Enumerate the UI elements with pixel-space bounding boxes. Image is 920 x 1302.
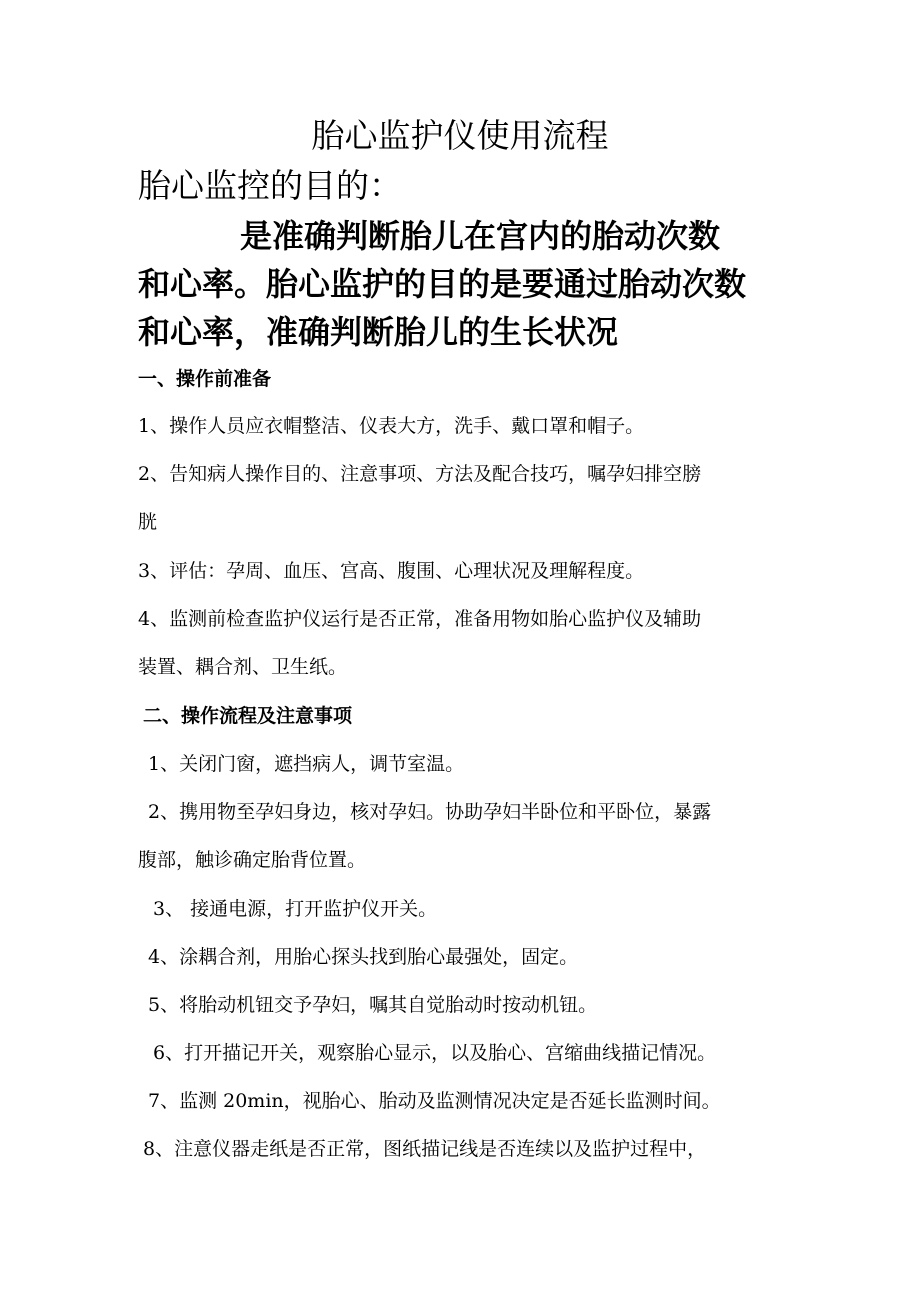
list-item: 6、打开描记开关，观察胎心显示，以及胎心、宫缩曲线描记情况。	[153, 1042, 717, 1064]
list-item: 4、监测前检查监护仪运行是否正常，准备用物如胎心监护仪及辅助	[138, 608, 702, 630]
purpose-line: 和心率。胎心监护的目的是要通过胎动次数	[138, 265, 747, 303]
list-item: 3、 接通电源，打开监护仪开关。	[153, 898, 438, 920]
list-item-continuation: 胱	[138, 511, 158, 533]
list-item: 1、关闭门窗，遮挡病人，调节室温。	[148, 753, 465, 775]
section-heading-procedure: 二、操作流程及注意事项	[143, 705, 353, 727]
purpose-line: 是准确判断胎儿在宫内的胎动次数	[240, 217, 721, 255]
section-heading-preparation: 一、操作前准备	[138, 368, 272, 390]
list-item-continuation: 装置、耦合剂、卫生纸。	[138, 656, 348, 678]
list-item: 8、注意仪器走纸是否正常，图纸描记线是否连续以及监护过程中，	[143, 1138, 707, 1160]
document-title: 胎心监护仪使用流程	[311, 116, 609, 155]
list-item-continuation: 腹部，触诊确定胎背位置。	[138, 849, 367, 871]
list-item: 3、评估：孕周、血压、宫高、腹围、心理状况及理解程度。	[138, 560, 645, 582]
list-item: 1、操作人员应衣帽整洁、仪表大方，洗手、戴口罩和帽子。	[138, 415, 645, 437]
purpose-line: 和心率，准确判断胎儿的生长状况	[138, 313, 619, 351]
purpose-heading: 胎心监控的目的：	[138, 166, 402, 205]
list-item: 2、告知病人操作目的、注意事项、方法及配合技巧，嘱孕妇排空膀	[138, 463, 702, 485]
list-item: 7、监测 20min，视胎心、胎动及监测情况决定是否延长监测时间。	[148, 1090, 721, 1112]
list-item: 4、涂耦合剂，用胎心探头找到胎心最强处，固定。	[148, 946, 579, 968]
list-item: 2、携用物至孕妇身边，核对孕妇。协助孕妇半卧位和平卧位，暴露	[148, 801, 712, 823]
list-item: 5、将胎动机钮交予孕妇，嘱其自觉胎动时按动机钮。	[148, 994, 598, 1016]
